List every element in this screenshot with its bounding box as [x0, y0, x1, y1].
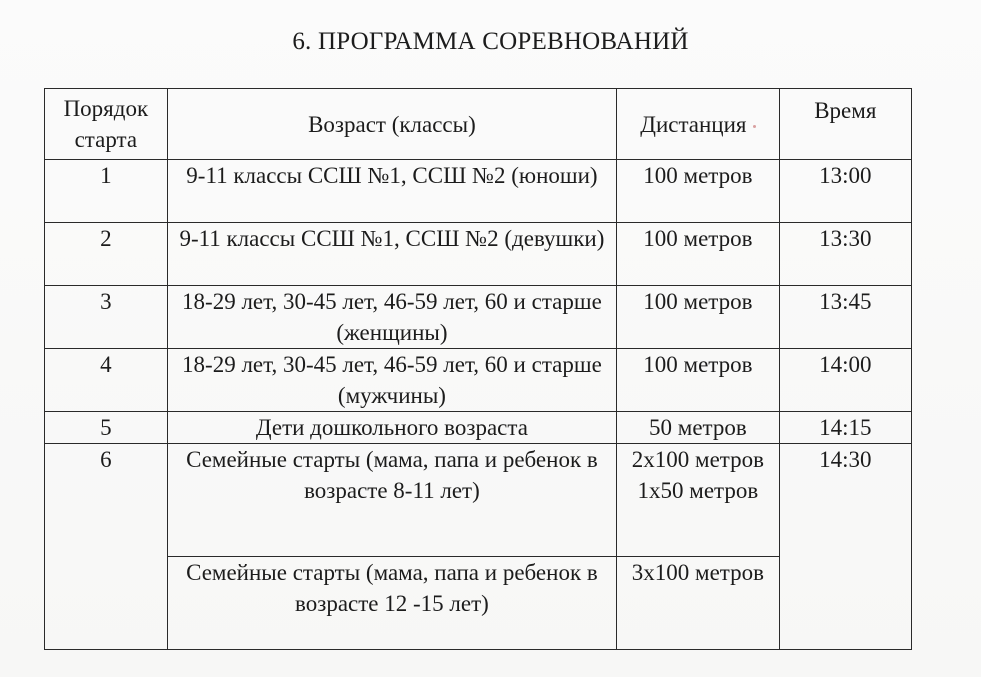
cell-time: 13:45	[779, 286, 911, 349]
cell-age: 18-29 лет, 30-45 лет, 46-59 лет, 60 и старше (женщины)	[167, 286, 616, 349]
cell-distance: 100 метров	[617, 160, 780, 223]
cell-age: Семейные старты (мама, папа и ребенок в возрасте 8-11 лет)	[167, 444, 616, 557]
cell-distance: 100 метров	[617, 223, 780, 286]
header-order: Порядок старта	[45, 89, 168, 160]
table-row	[45, 349, 912, 412]
cell-order: 6	[45, 444, 168, 650]
cell-age: 9-11 классы ССШ №1, ССШ №2 (девушки)	[167, 223, 616, 286]
program-table	[44, 88, 912, 650]
table-header-row	[45, 89, 912, 160]
page-title: 6. ПРОГРАММА СОРЕВНОВАНИЙ	[292, 28, 689, 55]
cell-time: 14:15	[779, 412, 911, 444]
table-row	[45, 160, 912, 223]
cell-time: 14:00	[779, 349, 911, 412]
cell-time: 13:30	[779, 223, 911, 286]
header-distance	[617, 89, 780, 160]
cell-distance: 3х100 метров	[617, 557, 780, 650]
cell-age: Дети дошкольного возраста	[167, 412, 616, 444]
cell-time: 14:30	[779, 444, 911, 650]
table-row	[45, 286, 912, 349]
ink-dot	[753, 125, 756, 128]
table-row	[45, 412, 912, 444]
cell-distance: 50 метров	[617, 412, 780, 444]
cell-order: 3	[45, 286, 168, 349]
cell-distance: 100 метров	[617, 349, 780, 412]
cell-order: 4	[45, 349, 168, 412]
header-time: Время	[779, 89, 911, 160]
cell-distance: 2х100 метров 1х50 метров	[617, 444, 780, 557]
cell-distance: 100 метров	[617, 286, 780, 349]
cell-age: 9-11 классы ССШ №1, ССШ №2 (юноши)	[167, 160, 616, 223]
cell-order: 1	[45, 160, 168, 223]
cell-age: 18-29 лет, 30-45 лет, 46-59 лет, 60 и старше (мужчины)	[167, 349, 616, 412]
cell-order: 5	[45, 412, 168, 444]
cell-age: Семейные старты (мама, папа и ребенок в возрасте 12 -15 лет)	[167, 557, 616, 650]
cell-order: 2	[45, 223, 168, 286]
header-age: Возраст (классы)	[167, 89, 616, 160]
table-row	[45, 223, 912, 286]
header-distance-label: Дистанция	[640, 111, 747, 137]
cell-time: 13:00	[779, 160, 911, 223]
table-row	[45, 444, 912, 557]
